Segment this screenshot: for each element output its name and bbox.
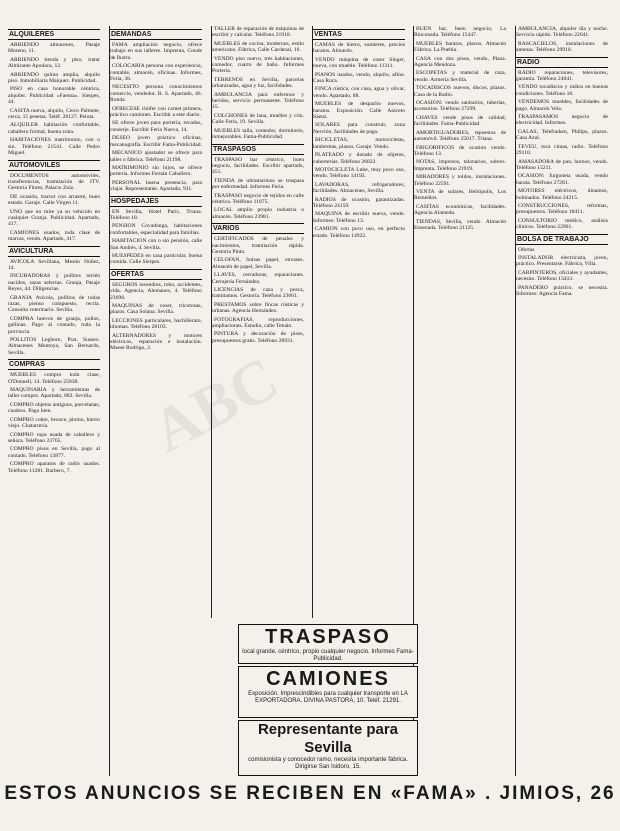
classified-ad: AMBULANCIA, alquiler día y noche. Servicio rápido. Teléfono 22641. (516, 26, 608, 39)
representante-banner-text: comisionista y conocedor ramo, necesita importante fábrica. Dirigirse San Isidoro, 15. (248, 757, 408, 770)
classified-ad: LLAVES, cerraduras, reparaciones. Cerrajería Fernández. (212, 272, 304, 285)
footer-banner: ESTOS ANUNCIOS SE RECIBEN EN «FAMA» . JIMIOS, 26 (4, 783, 616, 804)
classified-ad: LECCIONES particulares, bachillerato, idiomas. Teléfono 28103. (110, 317, 202, 331)
classified-ad: MOTORES eléctricos, dinamos, bobinados. Teléfono 24215. (516, 188, 608, 201)
section-heading: ALQUILERES (8, 29, 100, 40)
classified-ad: HABITACION con o sin pensión, calle San Andrés, 4. Sevilla. (110, 238, 202, 251)
classified-ad: VENDO máquina de coser Singer, nueva, con mueble. Teléfono 11311. (313, 56, 405, 70)
classified-ad: NECESITO persona conocimientos comercio, vendedor. R. S. Apartado, 46. Ronda. (110, 84, 202, 104)
classified-ad: MAQUINA de escribir nueva, vendo. Informes: Teléfono 13. (313, 211, 405, 224)
classified-ad: CASITA nueva, alquilo, Cerro Palmete, cerca, 15 pesetas. Teléf. 28127. Pelota. (8, 107, 100, 121)
classified-ad: ARRIENDO quinta amplia, alquilo piso. Inmobiliaria Maíquez. Publicidad. (8, 71, 100, 85)
classified-ad: TEVEU, toca cintas, radio. Teléfono 29110. (516, 143, 608, 157)
classified-ad: MOTOCICLETA Lube, muy poco uso, vendo. Teléfono 14192. (313, 166, 405, 180)
representante-banner-title: Representante para Sevilla (257, 721, 399, 756)
classified-ad: EN Sevilla, Hotel París, Triana. Teléfono 18. (110, 208, 202, 221)
classified-ad: HUESPEDES en casa particular, buena comida. Calle Sierpes. (110, 252, 202, 266)
classified-ad: VENTA de solares, Heliópolis, Los Remedios. (414, 188, 506, 202)
classified-ad: ALTERNADORES y motores eléctricos, reparación e instalación. Maese Rodrigo, 2. (110, 332, 202, 352)
classified-ad: TALLER de reparación de máquinas de escribir y calcular. Teléfono 21918. (212, 26, 304, 39)
traspaso-banner-title: TRASPASO (265, 626, 391, 648)
classified-ad: LOCAL amplio propio industria o almacén. Teléfono 23981. (212, 207, 304, 220)
classified-ad: DE ocasión, tractor con arrastre, buen estado. Garaje. Calle Virgen 11. (8, 193, 100, 207)
classified-ad: PRESTAMOS sobre fincas rústicas y urbanas. Agencia Hernández. (212, 301, 304, 315)
classified-ad: FRIGORIFICOS de ocasión vendo. Teléfono 13. (414, 144, 506, 157)
classified-ad: MUEBLES talla, comedor, dormitorio, inmejorables. Fama-Publicidad. (212, 127, 304, 141)
classified-ad: CONSULTORIO médico, análisis clínicos. Teléfono 22901. (516, 217, 608, 231)
traspaso-banner-text: local grande, céntrico, propio cualquier negocio. Informes Fama-Publicidad. (242, 649, 414, 662)
section-heading: AVICULTURA (8, 246, 100, 257)
camiones-banner (238, 666, 418, 718)
traspaso-banner (238, 624, 418, 664)
classified-ad: PERSONAL buena presencia, para viajar. Representante. Apartado, 911. (110, 179, 202, 193)
classified-ad: MATRIMONIO sin hijos, se ofrece portería. Informes Fernán Caballero. (110, 164, 202, 178)
classified-ad: AMASADORA de pan, hornos, vendo. Teléfono 15211. (516, 158, 608, 171)
classified-ad: HABITACIONES matrimonio, con o sin. Teléfono 21541. Calle Pedro Miguel. (8, 137, 100, 157)
classified-ad: COMPRO pisos en Sevilla, pago al contado. Teléfono 13877. (8, 446, 100, 459)
classified-ad: PLATEADO y dorado de objetos, cuberterías. Teléfono 26822. (313, 152, 405, 165)
section-heading: AUTOMOVILES (8, 160, 100, 171)
classified-ad: GALAS, Telefunken, Philips, plazos. Casa Azul. (516, 128, 608, 142)
classified-ad: AMBULANCIA para enfermos y heridos, servicio permanente. Teléfono 15. (212, 91, 304, 111)
classified-ad: CAMIONES usados, toda clase de marcas, vendo. Apartado, 417. (8, 229, 100, 243)
classified-ad: CASITAS económicas, facilidades. Agencia Alameda. (414, 203, 506, 217)
classified-ad: ARRIENDO tienda y piso, tratar Almirante Apodaca, 12. (8, 56, 100, 70)
classified-ad: SE ofrece joven para portería, recados, conserje. Escribir Feria Nueva, 14. (110, 120, 202, 133)
classified-ad: COMPRO objetos antiguos, porcelanas, cuadros. Pago bien. (8, 401, 100, 415)
classified-ad: FINCA rústica, con casa, agua y olivar, vendo. Apartado, 88. (313, 86, 405, 99)
classified-ad: GRANJA Avícola, pollitos de todas razas, pienso compuesto, recría. Consulta veterinario. Sevilla. (8, 294, 100, 314)
column-1 (8, 26, 100, 776)
section-heading: OFERTAS (110, 269, 202, 280)
classified-ad: VENDO tocadiscos y radios en buenas condiciones. Teléfono 18. (516, 84, 608, 97)
classified-ad: PIANOS usados, vendo, alquilo, afino. Casa Roca. (313, 71, 405, 85)
classified-ad: PISO en casa honorable céntrica, alquiler. Publicidad «Faema». Sierpes, 44. (8, 86, 100, 106)
classified-ad: VENDEMOS muebles, facilidades de pago. Almacén Vela. (516, 99, 608, 112)
classified-ad: OCASION: furgoneta usada, vendo barata. Teléfono 27281. (516, 173, 608, 186)
classified-ad: TIENDA de ultramarinos se traspasa por enfermedad. Informes Feria. (212, 177, 304, 191)
classified-ad: CARPINTEROS, oficiales y ayudantes, necesito. Teléfono 13413. (516, 269, 608, 283)
classified-ad: COMPRO aparatos de radio usados. Teléfono 11281. Barbero, 7. (8, 461, 100, 474)
classified-ad: BUEN bar, buen negocio, La Rinconada. Teléfono 15447. (414, 26, 506, 39)
classified-ad: FAMA ampliación negocio, ofrece trabajo en sus talleres. Imprenta, Conde de Ibarra. (110, 42, 202, 61)
classified-ad: INCUBADORAS y pollitos recién nacidos, razas selectas. Granja, Pasaje Reyes, 44. Diligencias. (8, 273, 100, 293)
classified-ad: MUEBLES de cocina, modernos, estilo americano. Fábrica, Calle Cardenal, 16. (212, 40, 304, 54)
section-heading: VARIOS (212, 223, 304, 234)
representante-banner (238, 720, 418, 776)
classified-ad: RASCACIELOS, instalaciones de antenas. Teléfono 29910. (516, 40, 608, 54)
stamp-watermark: ABC (141, 344, 289, 466)
classified-ad: ALQUILER habitación confortable, caballero formal, buena zona. (8, 122, 100, 135)
classified-ad: MUEBLES baratos, plazos. Almacén Fábrica. La Puebla. (414, 40, 506, 54)
classified-ad: MECANICO ajustador se ofrece para taller o fábrica. Teléfono 21198. (110, 150, 202, 163)
section-heading: RADIO (516, 57, 608, 68)
column-6 (515, 26, 608, 776)
classified-ad: OCASION: vendo sanitarios, tuberías, accesorios. Teléfono 27299. (414, 100, 506, 113)
classified-ad: COMPRA huevos de granja, pollos, gallinas. Pago al contado, toda la provincia. (8, 315, 100, 335)
classified-ad: LICENCIAS de caza y pesca, tramitamos. Gestoría. Teléfono 23661. (212, 287, 304, 300)
classified-ad: PANADERO práctico, se necesita. Informes: Agencia Fama. (516, 284, 608, 297)
classified-ad: RADIO reparaciones, televisores, garantía. Teléfono 24041. (516, 69, 608, 83)
classified-ad: PINTURA y decoración de pisos, presupuestos gratis. Teléfono 28931. (212, 331, 304, 344)
classified-ad: ARRIENDO almacenes, Pasaje Moreno, 11. (8, 42, 100, 55)
classified-ad: DOCUMENTOS automóviles, transferencias, tramitación de ITV. Gestoría Flores, Palacio Zuiz. (8, 172, 100, 192)
classified-ad: MAQUINARIA y herramientas de taller compro. Apartado, 883. Sevilla. (8, 387, 100, 400)
classified-ad: CASA con dos pisos, vendo, Plaza. Agencia Mendoza. (414, 55, 506, 69)
classified-ad: BICICLETAS, motocicletas, lambrettas, plazos. Garaje. Vendo. (313, 137, 405, 150)
classified-ad: LAVADORAS, refrigeradores, facilidades. Almacenes, Sevilla. (313, 181, 405, 195)
classified-ad: POLLITOS Leghorn, Prat, Sussex. Almacenes Montoya, San Bernardo, Sevilla. (8, 337, 100, 356)
classified-ad: DESEO joven práctico oficinas, mecanografía. Escribir Fama-Publicidad. (110, 135, 202, 148)
classified-ad: CAMAS de hierro, somieres, precios baratos. Almacén. (313, 42, 405, 55)
classified-ad: PENSION Covadonga, habitaciones confortables, especialidad para familias. (110, 223, 202, 236)
classified-ad: COMPRO ropa usada de caballero y señora. Teléfono 23765. (8, 431, 100, 444)
classified-ad: NOTAS, impresos, talonarios, sobres. Imprenta. Teléfono 21919. (414, 159, 506, 172)
classified-ad: ESCOPETAS y material de caza, vendo. Armería Sevilla. (414, 70, 506, 83)
classified-ad: OFRECESE chófer con carnet primera, práctico camiones. Escribir a este diario. (110, 105, 202, 119)
classified-ad: UNO que no mire ya su vehículo en cualquier Granja. Publicidad. Apartado, 417. (8, 208, 100, 228)
column-5 (413, 26, 506, 776)
classified-ad: CHAVES vende pisos de calidad, facilidades. Fama-Publicidad. (414, 114, 506, 128)
section-heading: DEMANDAS (110, 29, 202, 40)
classified-ad: TRASPASO bar céntrico, buen negocio, facilidades. Escribir apartado, 451. (212, 156, 304, 176)
classified-ad: Ofertas (518, 246, 535, 253)
section-heading: COMPRAS (8, 359, 100, 370)
classified-ad: CAMION con poco uso, en perfecto estado. Teléfono 14922. (313, 226, 405, 239)
classified-ad: SOLARES para construir, zona Nervión, facilidades de pago. (313, 122, 405, 135)
column-2 (109, 26, 202, 776)
classified-ad: FOTOGRAFIAS, reproducciones, ampliaciones. Estudio, calle Tetuán. (212, 316, 304, 330)
classified-ad: MUEBLES de despacho nuevos, baratos. Exposición. Calle Aniceto Sáenz. (313, 101, 405, 121)
classified-ad: SEGUROS incendios, robo, accidentes, vida. Agencia, Alemanes, 4. Teléfono 23698. (110, 281, 202, 301)
classified-ad: CERTIFICADOS de penales y nacimientos, tramitación rápida. Gestoría Pinto. (212, 236, 304, 255)
classified-ad: COLOCARIA persona con experiencia, contable, almacén, oficinas. Informes, Feria, 38. (110, 63, 202, 83)
classified-ad: TRASPASAMOS negocio de electricidad. Informes. (516, 114, 608, 127)
classified-ad: RADIOS de ocasión, garantizadas. Teléfono 24159. (313, 196, 405, 209)
section-heading: TRASPASOS (212, 144, 304, 155)
classified-ad: AMORTIGUADORES, repuestos de automóvil. Teléfono 25017. Triana. (414, 129, 506, 143)
column-3 (211, 26, 304, 618)
section-heading: HOSPEDAJES (110, 196, 202, 207)
camiones-banner-text: Exposición. Imprescindibles para cualquier transporte en LA EXPORTADORA. DIVINA PASTORA, 10. Teléf. 21291. (248, 691, 408, 704)
classified-ad: INSTALADOR electricista, joven, práctico. Presentarse. Fábrica, Villa. (516, 254, 608, 268)
classified-ad: MIRADORES y toldos, instalaciones. Teléfono 22591. (414, 174, 506, 187)
classified-ad: TRASPASO negocio de tejidos en calle céntrica. Teléfono 11875. (212, 192, 304, 205)
classified-ad: COMPRO cobre, bronce, plomo, hierro viejo. Chatarrería. (8, 416, 100, 430)
classified-ad: CONSTRUCCIONES, reformas, presupuestos. Teléfono 18411. (516, 202, 608, 216)
camiones-banner-title: CAMIONES (266, 668, 390, 690)
classified-ad: MUEBLES compro toda clase, O'Donnell, 14. Teléfono 25838. (8, 372, 100, 385)
classified-ad: VENDO piso nuevo, tres habitaciones, comedor, cuarto de baño. Informes Portería. (212, 55, 304, 75)
classified-ad: TOCADISCOS nuevos, discos, plazos. Casa de la Radio. (414, 85, 506, 98)
classified-ad: MAQUINAS de coser, tricotosas, plazos. Casa Solana. Sevilla. (110, 303, 202, 316)
classified-ad: TIENDAS, Sevilla, vendo. Almacén Ensenada. Teléfono 21125. (414, 218, 506, 231)
classified-ad: CELOFAN, bolsas papel, envases. Almacén de papel, Sevilla. (212, 257, 304, 270)
section-heading: BOLSA DE TRABAJO (516, 234, 608, 245)
classified-ad: COLCHONES de lana, muelles y crin. Calle Feria, 19. Sevilla. (212, 112, 304, 126)
classified-ad: AVICOLA Sevillana, Mesón Núñez, 14. (8, 258, 100, 271)
classified-ad: TERRENOS en Sevilla, parcelas urbanizadas, agua y luz, facilidades. (212, 76, 304, 90)
section-heading: VENTAS (313, 29, 405, 40)
classifieds-page (8, 26, 616, 776)
column-4 (312, 26, 405, 618)
